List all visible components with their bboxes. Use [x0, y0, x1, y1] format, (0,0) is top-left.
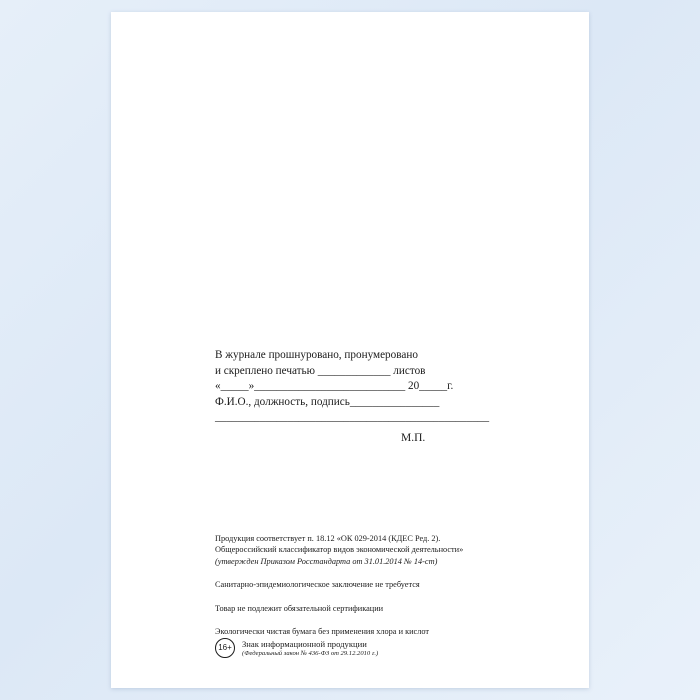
certification-text-block: [215, 348, 545, 426]
legal-line-4: Санитарно-эпидемиологическое заключение не требуется: [215, 580, 420, 590]
age-rating-law: (Федеральный закон № 436-ФЗ от 29.12.2010 г.): [242, 650, 379, 657]
age-rating-text: [242, 638, 378, 658]
legal-line-6: Экологически чистая бумага без применения хлора и кислот: [215, 627, 430, 637]
legal-notice-block: [215, 533, 555, 637]
age-rating-badge-icon: 16+: [215, 638, 235, 658]
legal-line-5: Товар не подлежит обязательной сертификации: [215, 603, 384, 613]
certification-line-4: Ф.И.О., должность, подпись________________: [215, 395, 440, 408]
age-rating-label: Знак информационной продукции: [242, 639, 367, 649]
legal-line-3: (утвержден Приказом Росстандарта от 31.01.2014 № 14-ст): [215, 556, 438, 566]
document-page: [111, 12, 589, 688]
age-rating-row: [215, 638, 378, 658]
certification-line-3: «_____»___________________________ 20_____г.: [215, 380, 454, 392]
legal-line-2: Общероссийский классификатор видов экономической деятельности»: [215, 545, 464, 555]
stamp-place-label: М.П.: [401, 432, 426, 444]
certification-line-2: и скреплено печатью _____________ листов: [215, 364, 426, 377]
certification-line-1: В журнале прошнуровано, пронумеровано: [215, 349, 418, 361]
certification-line-5: _________________________________________________: [215, 411, 490, 423]
legal-line-1: Продукция соответствует п. 18.12 «ОК 029-2014 (КДЕС Ред. 2).: [215, 534, 441, 543]
